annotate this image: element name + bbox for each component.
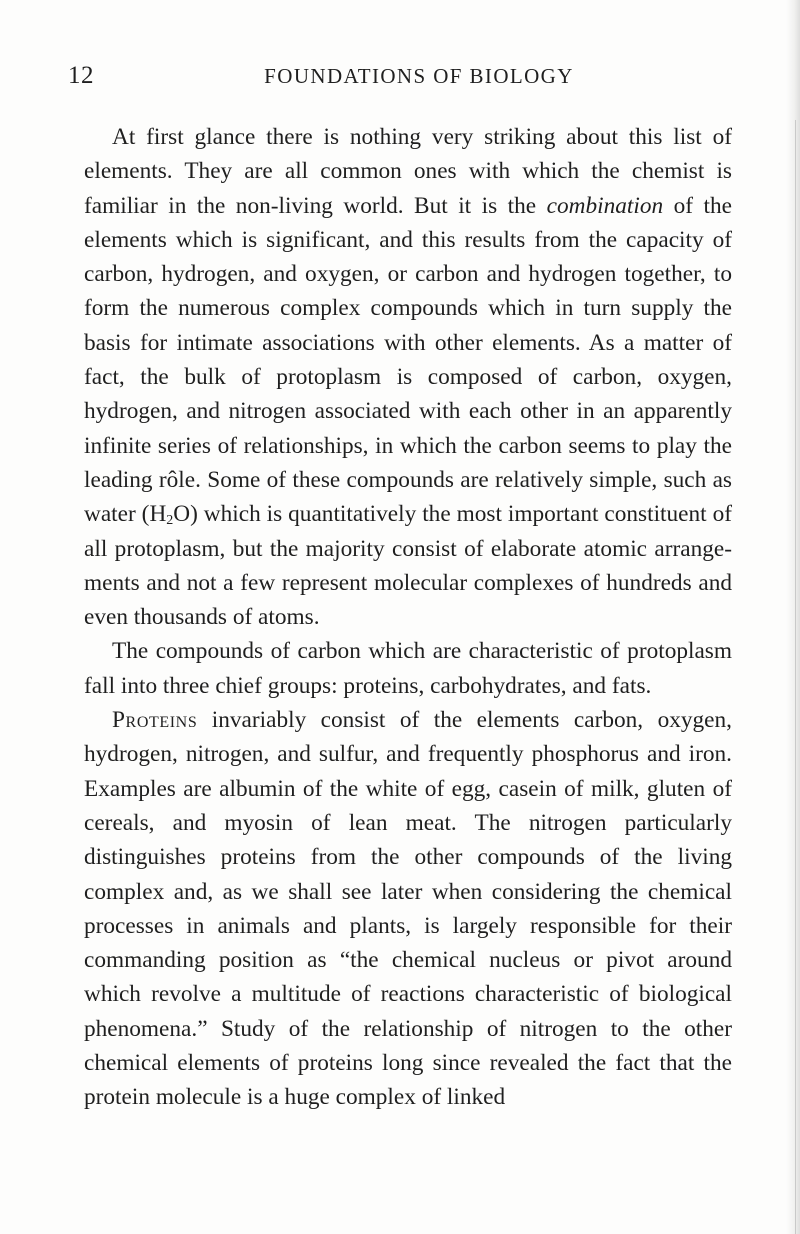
paragraph-text: invariably consist of the elements carbon, oxygen, hydrogen, nitrogen, and sulfur, and frequently phosphorus and iron. Examples are albumin of the white of egg, casein of milk, gluten of cereals, and myosin of lean meat. The nitrogen particularly distinguishes proteins from the other compounds of the living complex and, as we shall see later when considering the chemical processes in animals and plants, is largely responsible for their commanding position as “the chemical nucleus or pivot around which revolve a multitude of reactions characteristic of biological phenomena.” Study of the relationship of nitrogen to the other chemical elements of proteins long since revealed the fact that the protein molecule is a huge complex of linked (84, 707, 732, 1111)
running-title: FOUNDATIONS OF BIOLOGY (264, 64, 574, 88)
section-lead-proteins: Proteins (112, 707, 198, 734)
paragraph-text: of the elements which is significant, and this results from the capacity of carbon, hydrogen, and oxygen, or carbon and hydrogen together, to form the numerous complex compounds which in turn supply the basis for intimate associations with other elements. As a matter of fact, the bulk of protoplasm is composed of carbon, oxygen, hydrogen, and nitrogen associated with each other in an apparently infinite series of relationships, in which the carbon seems to play the leading rôle. Some of these compounds are relatively simple, such as water (H (84, 192, 732, 528)
subscript-two: 2 (166, 513, 174, 529)
paragraph-text: O) which is quantitatively the most important constituent of all protoplasm, but the majority consist of elaborate atomic arrangements and not a few represent molecular complexes of hundreds and even thousands of atoms. (84, 501, 732, 631)
paragraph-elements-combination (84, 120, 732, 634)
paragraph-carbon-compounds (84, 634, 732, 703)
paragraph-text: At first glance there is nothing very striking about this list of elements. They are all common ones with which the chemist is familiar in the non-living world. But it is the (84, 124, 732, 219)
paragraph-text: The compounds of carbon which are characteristic of protoplasm fall into three chief groups: proteins, carbohydrates, and fats. (84, 638, 732, 699)
body-text (84, 120, 732, 1115)
emphasis-combination: combination (546, 192, 664, 219)
page-number: 12 (68, 62, 94, 89)
page-edge-line (795, 120, 796, 1234)
page-edge-shadow (786, 0, 800, 1234)
paragraph-proteins (84, 703, 732, 1115)
page-header (68, 62, 734, 96)
